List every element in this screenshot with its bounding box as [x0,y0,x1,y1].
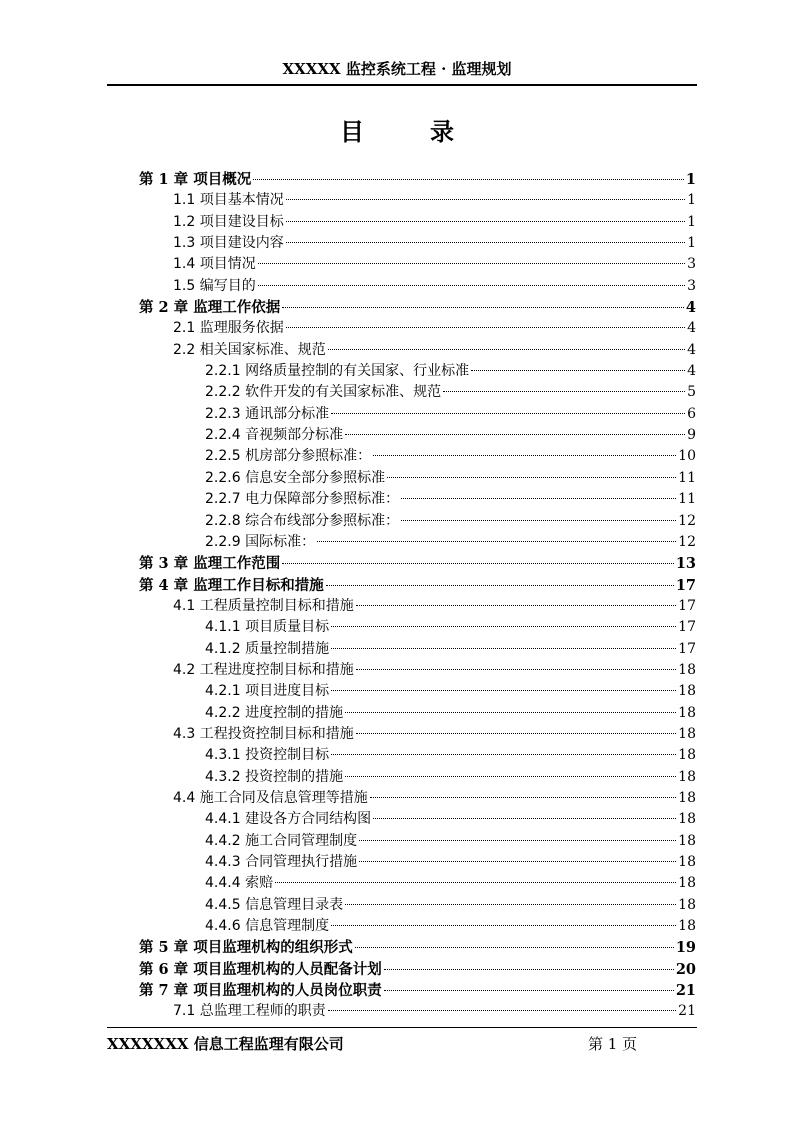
toc-dot-leader [359,840,676,841]
toc-heading-char-2: 录 [430,117,454,146]
toc-dot-leader [345,712,676,713]
toc-dot-leader [258,263,685,264]
toc-entry-label: 1.2 项目建设目标 [173,213,284,230]
toc-dot-leader [328,349,685,350]
toc-entry-label: 第 6 章 项目监理机构的人员配备计划 [139,960,382,978]
toc-entry-label: 2.2.9 国际标准： [205,533,316,550]
toc-entry[interactable] [139,831,696,852]
toc-entry-label: 4.3 工程投资控制目标和措施 [173,725,354,742]
toc-entry-page: 20 [675,960,696,978]
toc-entry[interactable] [139,212,696,233]
toc-entry-page: 21 [678,1003,696,1020]
toc-entry-page: 18 [678,683,696,700]
toc-entry-page: 6 [687,405,696,422]
toc-entry[interactable] [139,404,696,425]
toc-entry-label: 4.4 施工合同及信息管理等措施 [173,789,368,806]
toc-entry-label: 1.5 编写目的 [173,277,256,294]
toc-entry-page: 12 [678,512,696,529]
toc-entry[interactable] [139,297,696,318]
toc-entry-label: 4.4.4 索赔 [205,875,274,892]
toc-entry-page: 18 [678,854,696,870]
toc-entry-page: 18 [678,896,696,913]
toc-entry[interactable] [139,382,696,403]
toc-entry-page: 3 [687,256,696,273]
toc-entry-label: 2.2.7 电力保障部分参照标准： [205,491,400,508]
toc-dot-leader [331,925,676,926]
toc-entry[interactable] [139,660,696,681]
toc-entry[interactable] [139,596,696,617]
toc-dot-leader [356,605,676,606]
toc-entry-label: 第 1 章 项目概况 [139,171,252,188]
toc-entry[interactable] [139,852,696,873]
toc-entry[interactable] [139,916,696,937]
toc-entry-label: 4.4.6 信息管理制度 [205,918,330,935]
toc-entry-page: 18 [678,811,696,828]
toc-entry[interactable] [139,169,696,190]
toc-entry[interactable] [139,959,696,980]
toc-entry-label: 4.2.1 项目进度目标 [205,683,330,700]
toc-entry-page: 17 [678,619,696,636]
toc-dot-leader [443,391,685,392]
toc-entry-page: 1 [687,192,696,209]
toc-dot-leader [286,221,685,222]
toc-entry-label: 2.2.8 综合布线部分参照标准： [205,512,400,529]
toc-entry-label: 4.1 工程质量控制目标和措施 [173,597,354,614]
toc-entry[interactable] [139,788,696,809]
toc-dot-leader [359,861,676,862]
toc-entry[interactable] [139,276,696,297]
toc-entry[interactable] [139,190,696,211]
toc-entry-label: 4.4.3 合同管理执行措施 [205,854,358,870]
toc-entry-label: 2.2.2 软件开发的有关国家标准、规范 [205,384,442,401]
toc-entry-label: 4.1.1 项目质量目标 [205,619,330,636]
toc-dot-leader [373,818,676,819]
toc-entry-page: 9 [687,427,696,444]
toc-entry-page: 11 [678,491,696,508]
toc-entry-page: 18 [678,747,696,764]
toc-entry[interactable] [139,703,696,724]
toc-dot-leader [331,626,676,627]
toc-entry-page: 4 [685,299,696,317]
toc-entry-label: 第 3 章 监理工作范围 [139,555,281,573]
toc-entry-page: 19 [675,939,696,957]
toc-dot-leader [345,434,685,435]
footer-divider [107,1027,697,1028]
toc-entry-page: 18 [678,768,696,785]
toc-dot-leader [373,455,676,456]
toc-entry-label: 4.3.2 投资控制的措施 [205,768,344,785]
toc-entry[interactable] [139,446,696,467]
toc-entry-label: 2.2.3 通讯部分标准 [205,405,330,422]
footer-page-number: 第 1 页 [588,1035,638,1053]
toc-dot-leader [471,370,685,371]
toc-dot-leader [387,477,676,478]
toc-dot-leader [331,690,676,691]
toc-dot-leader [370,797,676,798]
toc-entry-label: 第 5 章 项目监理机构的组织形式 [139,939,353,957]
toc-entry-page: 3 [687,277,696,294]
toc-dot-leader [331,648,676,649]
header-title: XXXXX 监控系统工程 · 监理规划 [282,60,512,78]
toc-entry-page: 4 [687,341,696,358]
toc-entry-page: 17 [678,640,696,657]
toc-entry[interactable] [139,425,696,446]
toc-dot-leader [328,1010,676,1011]
toc-dot-leader [384,990,674,991]
toc-entry[interactable] [139,767,696,788]
toc-dot-leader [286,242,685,243]
toc-dot-leader [356,733,676,734]
toc-entry-label: 4.4.2 施工合同管理制度 [205,832,358,849]
toc-entry-page: 1 [687,235,696,252]
toc-entry-page: 21 [675,982,696,1000]
toc-entry-label: 4.2 工程进度控制目标和措施 [173,661,354,678]
toc-entry-page: 18 [678,832,696,849]
toc-dot-leader [345,904,676,905]
toc-dot-leader [275,882,676,883]
toc-dot-leader [331,754,676,755]
toc-entry-page: 17 [675,576,696,594]
toc-entry-page: 4 [687,363,696,380]
toc-entry[interactable] [139,639,696,660]
toc-entry-page: 17 [678,597,696,614]
toc-entry[interactable] [139,1001,696,1022]
toc-entry[interactable] [139,681,696,702]
toc-entry-label: 4.2.2 进度控制的措施 [205,704,344,721]
toc-entry-page: 10 [678,448,696,465]
toc-entry-page: 5 [687,384,696,401]
toc-entry[interactable] [139,489,696,510]
footer-company: XXXXXXX 信息工程监理有限公司 [107,1035,344,1053]
toc-dot-leader [401,498,676,499]
toc-entry[interactable] [139,233,696,254]
toc-dot-leader [401,520,676,521]
toc-entry-page: 18 [678,918,696,935]
toc-entry[interactable] [139,553,696,574]
toc-entry-label: 4.1.2 质量控制措施 [205,640,330,657]
toc-entry-page: 1 [687,213,696,230]
toc-dot-leader [253,179,684,180]
toc-dot-leader [345,776,676,777]
table-of-contents [139,169,696,1023]
toc-entry[interactable] [139,873,696,894]
toc-dot-leader [286,199,685,200]
toc-entry-label: 7.1 总监理工程师的职责 [173,1003,326,1020]
toc-entry-label: 4.4.1 建设各方合同结构图 [205,811,372,828]
toc-entry-page: 18 [678,661,696,678]
toc-dot-leader [258,285,685,286]
toc-entry-label: 1.3 项目建设内容 [173,235,284,252]
toc-entry[interactable] [139,617,696,638]
toc-entry-label: 4.3.1 投资控制目标 [205,747,330,764]
toc-entry[interactable] [139,745,696,766]
toc-entry[interactable] [139,724,696,745]
toc-entry[interactable] [139,318,696,339]
toc-dot-leader [282,307,684,308]
toc-dot-leader [331,413,685,414]
toc-dot-leader [286,327,685,328]
toc-entry-page: 18 [678,789,696,806]
toc-entry-label: 第 2 章 监理工作依据 [139,299,281,317]
toc-entry-page: 12 [678,533,696,550]
toc-dot-leader [384,969,674,970]
toc-entry-page: 1 [685,171,696,188]
toc-entry[interactable] [139,937,696,958]
toc-entry-label: 1.1 项目基本情况 [173,192,284,209]
toc-entry-label: 4.4.5 信息管理目录表 [205,896,344,913]
toc-entry[interactable] [139,254,696,275]
toc-entry-label: 2.1 监理服务依据 [173,320,284,337]
header-divider [107,84,697,86]
toc-entry-label: 2.2.5 机房部分参照标准： [205,448,372,465]
toc-dot-leader [355,947,674,948]
toc-entry[interactable] [139,980,696,1001]
toc-dot-leader [356,669,676,670]
toc-entry-label: 1.4 项目情况 [173,256,256,273]
toc-entry[interactable] [139,532,696,553]
toc-entry[interactable] [139,575,696,596]
toc-entry-page: 18 [678,704,696,721]
toc-heading-char-1: 目 [340,117,364,146]
toc-entry-page: 18 [678,725,696,742]
toc-entry-page: 11 [678,469,696,486]
toc-entry[interactable] [139,468,696,489]
toc-entry-label: 第 7 章 项目监理机构的人员岗位职责 [139,982,382,1000]
toc-heading [0,112,794,147]
toc-entry[interactable] [139,895,696,916]
toc-entry[interactable] [139,511,696,532]
toc-entry-label: 第 4 章 监理工作目标和措施 [139,576,324,594]
toc-entry-label: 2.2 相关国家标准、规范 [173,341,326,358]
toc-entry-label: 2.2.1 网络质量控制的有关国家、行业标准 [205,363,470,380]
toc-entry[interactable] [139,361,696,382]
toc-entry-label: 2.2.4 音视频部分标准 [205,427,344,444]
toc-entry-page: 13 [675,555,696,573]
toc-entry[interactable] [139,809,696,830]
toc-dot-leader [282,563,674,564]
toc-entry-page: 4 [687,320,696,337]
toc-dot-leader [326,585,674,586]
toc-entry[interactable] [139,340,696,361]
toc-entry-page: 18 [678,875,696,892]
toc-dot-leader [317,541,676,542]
toc-entry-label: 2.2.6 信息安全部分参照标准 [205,469,386,486]
